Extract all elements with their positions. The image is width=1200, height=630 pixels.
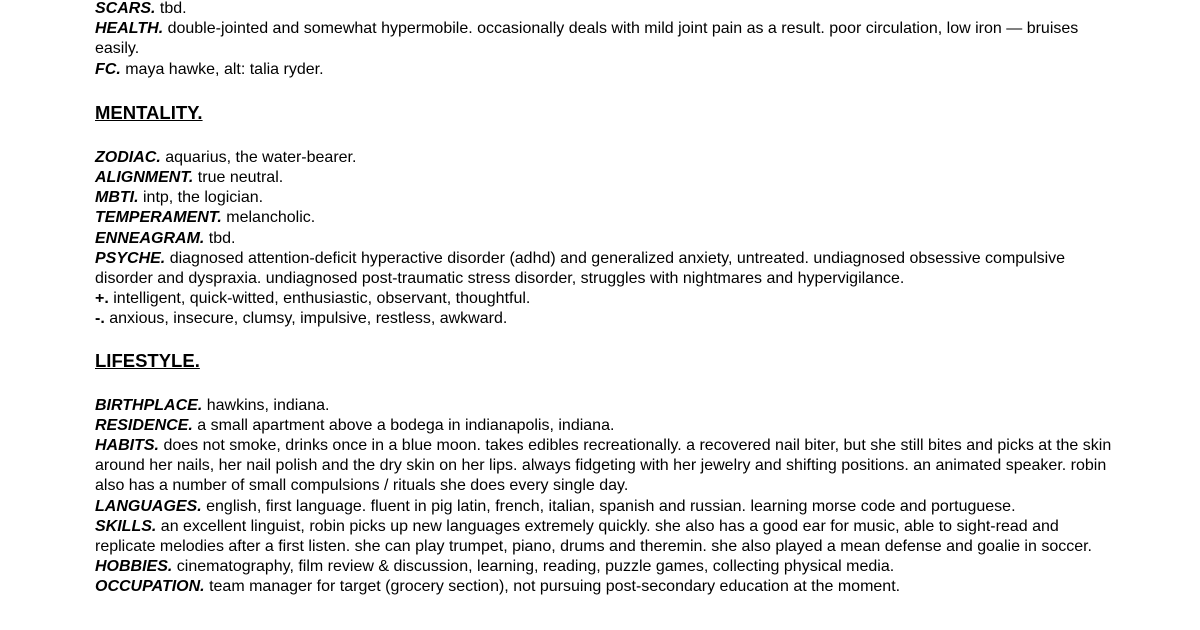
entry-text: a small apartment above a bodega in indianapolis, indiana.	[192, 416, 615, 434]
entry-text: an excellent linguist, robin picks up new languages extremely quickly. she also has a good ear for music, able to sight-read and replicate melodies after a first listen. she can play trumpet, piano, drums and theremin. she also played a mean defense and goalie in soccer.	[95, 517, 1092, 556]
entry-label: +.	[95, 290, 109, 308]
entry-languages	[95, 497, 1115, 517]
entry-health	[95, 19, 1115, 59]
entry-label: BIRTHPLACE.	[95, 396, 203, 414]
entry-text: diagnosed attention-deficit hyperactive disorder (adhd) and generalized anxiety, untreated. undiagnosed obsessive compulsive disorder and dyspraxia. undiagnosed post-traumatic stress disorder, struggles with nightmares and hypervigilance.	[95, 249, 1066, 288]
entry-text: tbd.	[155, 0, 187, 17]
entry-label: SCARS.	[95, 0, 156, 17]
entry-zodiac	[95, 148, 1115, 168]
entry-habits	[95, 436, 1115, 497]
section-heading-lifestyle: LIFESTYLE.	[95, 349, 200, 371]
entry-text: aquarius, the water-bearer.	[160, 148, 357, 166]
entry-text: anxious, insecure, clumsy, impulsive, restless, awkward.	[104, 310, 508, 328]
entry-birthplace	[95, 396, 1115, 416]
entry-label: RESIDENCE.	[95, 416, 193, 434]
entry-label: FC.	[95, 60, 121, 78]
entry-positives	[95, 289, 1115, 309]
entry-label: HABITS.	[95, 437, 159, 455]
entry-text: maya hawke, alt: talia ryder.	[120, 60, 324, 78]
entry-psyche	[95, 249, 1115, 289]
entry-label: ENNEAGRAM.	[95, 229, 205, 247]
entry-label: ZODIAC.	[95, 148, 161, 166]
entry-temperament	[95, 208, 1115, 228]
entry-text: cinematography, film review & discussion, learning, reading, puzzle games, collecting physical media.	[172, 558, 895, 576]
entry-label: ALIGNMENT.	[95, 169, 194, 187]
document-body	[95, 0, 1115, 598]
entry-skills	[95, 517, 1115, 557]
entry-enneagram	[95, 229, 1115, 249]
entry-text: intelligent, quick-witted, enthusiastic, observant, thoughtful.	[108, 290, 531, 308]
entry-text: team manager for target (grocery section), not pursuing post-secondary education at the moment.	[204, 578, 901, 596]
entry-text: hawkins, indiana.	[202, 396, 330, 414]
entry-text: true neutral.	[193, 169, 284, 187]
entry-scars	[95, 0, 1115, 19]
entry-text: melancholic.	[221, 209, 316, 227]
entry-label: LANGUAGES.	[95, 497, 202, 515]
entry-negatives	[95, 309, 1115, 329]
entry-text: tbd.	[204, 229, 236, 247]
section-heading-mentality: MENTALITY.	[95, 101, 203, 123]
entry-label: OCCUPATION.	[95, 578, 205, 596]
entry-label: SKILLS.	[95, 517, 157, 535]
entry-label: HEALTH.	[95, 20, 164, 38]
entry-label: PSYCHE.	[95, 249, 166, 267]
entry-label: TEMPERAMENT.	[95, 209, 222, 227]
entry-text: does not smoke, drinks once in a blue moon. takes edibles recreationally. a recovered nail biter, but she still bites and picks at the skin around her nails, her nail polish and the dry skin on her lips. always fidgeting with her jewelry and shifting positions. an animated speaker. robin also has a number of small compulsions / rituals she does every single day.	[95, 437, 1112, 495]
entry-label: -.	[95, 310, 105, 328]
entry-text: english, first language. fluent in pig latin, french, italian, spanish and russian. learning morse code and portuguese.	[201, 497, 1016, 515]
entry-text: double-jointed and somewhat hypermobile. occasionally deals with mild joint pain as a result. poor circulation, low iron — bruises easily.	[95, 20, 1079, 58]
entry-label: MBTI.	[95, 189, 139, 207]
entry-alignment	[95, 168, 1115, 188]
entry-label: HOBBIES.	[95, 558, 173, 576]
entry-text: intp, the logician.	[138, 189, 264, 207]
entry-residence	[95, 416, 1115, 436]
entry-mbti	[95, 188, 1115, 208]
entry-fc	[95, 60, 1115, 80]
entry-occupation	[95, 577, 1115, 597]
entry-hobbies	[95, 557, 1115, 577]
